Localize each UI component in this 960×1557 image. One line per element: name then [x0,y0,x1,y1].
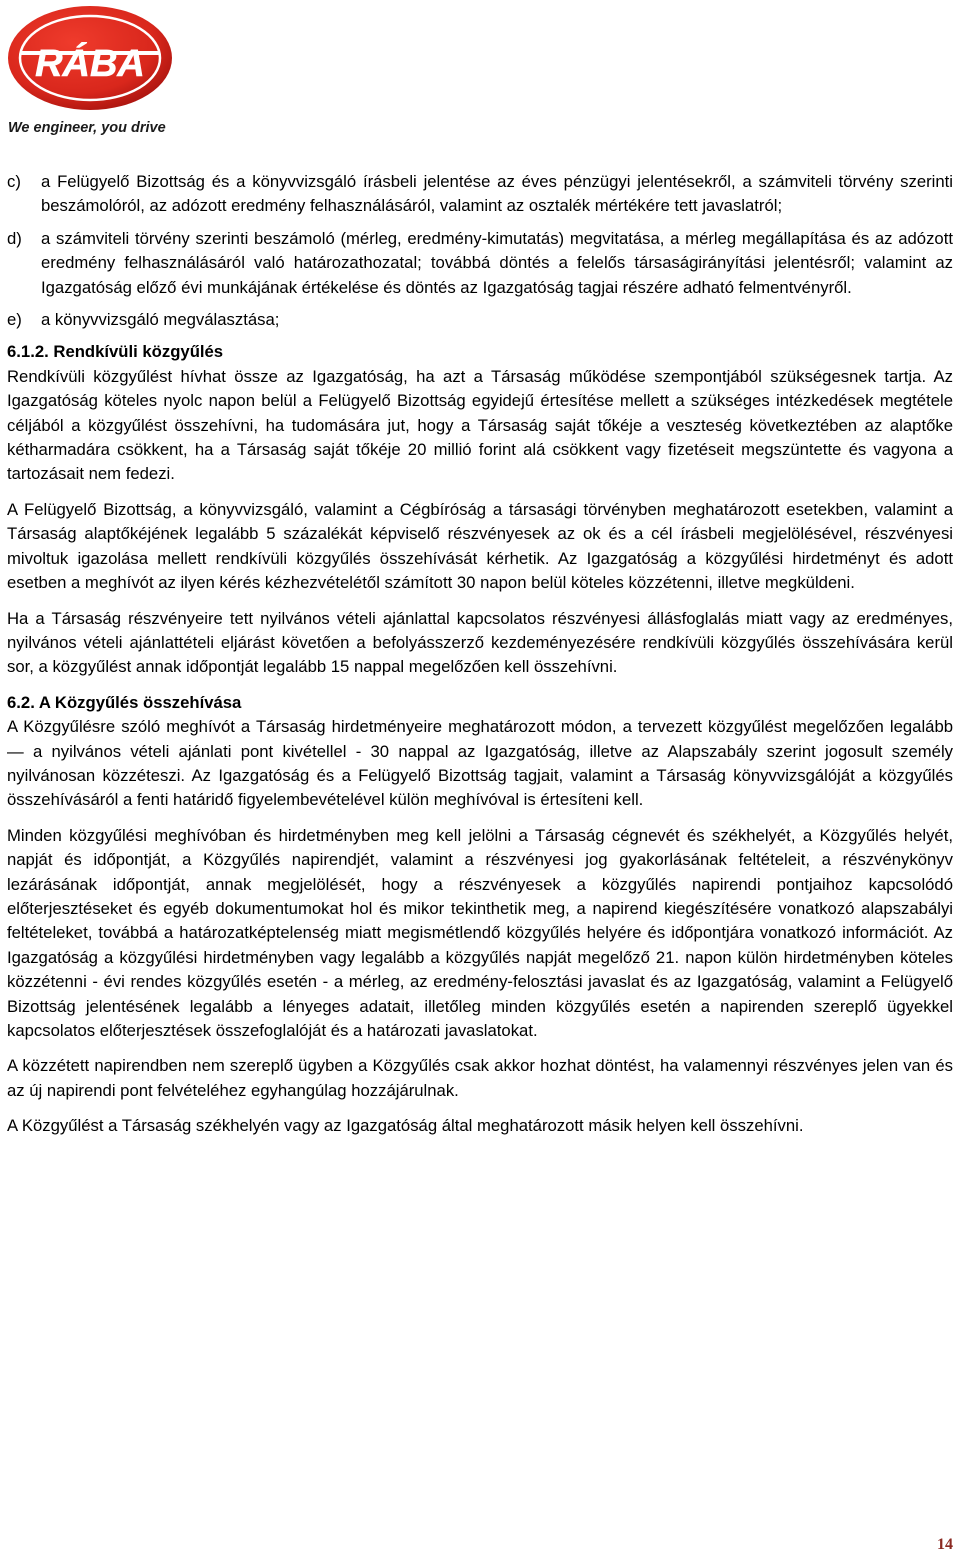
paragraph: Rendkívüli közgyűlést hívhat össze az Igazgatóság, ha azt a Társaság működése szempontjából szükségesnek tartja. Az Igazgatóság köteles nyolc napon belül a Felügyelő Bizottság egyidejű értesítése mellett a szükséges intézkedések megtétele céljából a közgyűlést összehívni, ha tudomására jut, hogy a Társaság saját tőkéje a veszteség következtében az alaptőke kétharmadára csökkent, ha a Társaság saját tőkéje 20 millió forint alá csökkent vagy fizetéseit megszüntette és vagyona a tartozásait nem fedezi. [7,366,953,484]
raba-logo [6,4,174,112]
section-heading-62: 6.2. A Közgyűlés összehívása [7,692,242,712]
document-body [7,170,953,1150]
paragraph: Minden közgyűlési meghívóban és hirdetményben meg kell jelölni a Társaság cégnevét és székhelyét, a Közgyűlés helyét, napját és időpontját, a Közgyűlés napirendjét, valamint a részvényesi jog gyakorlásának feltételeit, a részvénykönyv lezárásának időpontját, annak megjelölését, hogy a részvényesek a közgyűlés napirendi pontjaihoz kapcsolódó előterjesztéseket és egyéb dokumentumokat hol és mikor tekinthetik meg, a napirend kiegészítésére vonatkozó alapszabályi feltételeket, továbbá a határozatképtelenség miatt megismétlendő közgyűlés helyére és időpontjára vonatkozó információt. Az Igazgatóság a közgyűlési hirdetményben vagy legalább a közgyűlés napját megelőző 21. napon külön hirdetményben köteles közzétenni - évi rendes közgyűlés esetén - a mérleg, az eredmény-felosztási javaslat és az Igazgatóság, valamint a Felügyelő Bizottság jelentésének legalább a lényeges adatait, illetőleg minden közgyűlés esetén a napirenden szereplő ügyekkel kapcsolatos előterjesztések összefoglalóját és a határozati javaslatokat. [7,825,953,1040]
paragraph: A közzétett napirendben nem szereplő ügyben a Közgyűlés csak akkor hozhat döntést, ha valamennyi részvényes jelen van és az új napirendi pont felvételéhez egyhangúlag hozzájárulnak. [7,1056,953,1100]
list-item-d [7,227,953,300]
paragraph: A Közgyűlést a Társaság székhelyén vagy az Igazgatóság által meghatározott másik helyen kell összehívni. [7,1116,804,1136]
list-marker: c) [7,172,21,191]
page-number: 14 [937,1536,953,1553]
paragraph: Ha a Társaság részvényeire tett nyilvános vételi ajánlattal kapcsolatos részvényesi állásfoglalás miatt vagy az eredményes, nyilvános vételi ajánlattételi eljárást követően a befolyásszerző kezdeményezésére rendkívüli közgyűlés összehívására kerül sor, a közgyűlést annak időpontját legalább 15 nappal megelőzően kell összehívni. [7,608,953,677]
list-text: a Felügyelő Bizottság és a könyvvizsgáló írásbeli jelentése az éves pénzügyi jelentésekről, a számviteli törvény szerinti beszámolóról, az adózott eredmény felhasználásáról, valamint az osztalék mértékére tett javaslatról; [41,172,953,216]
list-marker: d) [7,228,22,248]
list-text: a számviteli törvény szerinti beszámoló (mérleg, eredmény-kimutatás) megvitatása, a mérleg megállapítása és az adózott eredmény felhasználásáról való határozathozatal; továbbá döntés a felelős társaságirányítási jelentésről; valamint az Igazgatóság előző évi munkájának értékelése és döntés az Igazgatóság tagjai részére adható felmentvényről. [41,228,953,297]
list-item-c [7,170,953,219]
list-text: a könyvvizsgáló megválasztása; [41,310,280,330]
section-heading-612: 6.1.2. Rendkívüli közgyűlés [7,342,224,362]
logo-wordmark: RÁBA [35,43,145,85]
list-item-e [7,308,953,332]
page-header [6,4,226,139]
list-marker: e) [7,310,22,330]
tagline: We engineer, you drive [8,120,166,136]
paragraph: A Felügyelő Bizottság, a könyvvizsgáló, valamint a Cégbíróság a társasági törvényben meghatározott esetekben, valamint a Társaság alaptőkéjének legalább 5 százalékát képviselő részvényesek az ok és a cél írásbeli megjelölésével, részvényesi mivoltuk igazolása mellett rendkívüli közgyűlés összehívását kérhetik. Az Igazgatóság a közgyűlési hirdetményt és adott esetben a meghívót az ilyen kérés kézhezvételétől számított 30 napon belül köteles közzétenni, illetve megküldeni. [7,499,953,593]
paragraph: A Közgyűlésre szóló meghívót a Társaság hirdetményeire meghatározott módon, a tervezett közgyűlést megelőzően legalább — a nyilvános vételi ajánlati pont kivétellel - 30 nappal az Igazgatóság, illetve az Alapszabály szerint jogosult személy nyilvánosan közzéteszi. Az Igazgatóság és a Felügyelő Bizottság tagjait, valamint a Társaság könyvvizsgálóját a közgyűlés összehívásáról a fenti határidő figyelembevételével külön meghívóval is értesíteni kell. [7,717,953,810]
